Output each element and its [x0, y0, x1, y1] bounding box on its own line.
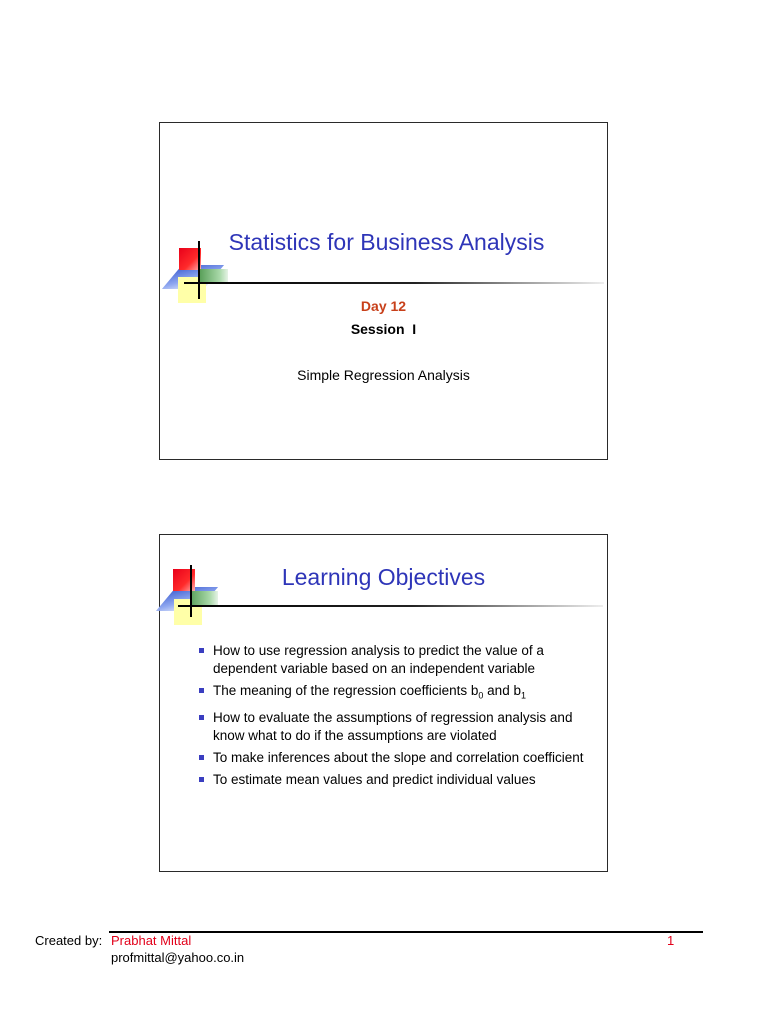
- objectives-list: [198, 642, 598, 793]
- objectives-slide: [159, 534, 608, 872]
- footer-divider: [109, 931, 703, 933]
- slide-title: Learning Objectives: [281, 564, 486, 590]
- list-item: To estimate mean values and predict individual values: [198, 771, 598, 789]
- session-label: Session I: [350, 321, 417, 337]
- slide-subtitle: Simple Regression Analysis: [297, 367, 470, 383]
- list-item: To make inferences about the slope and correlation coefficient: [198, 749, 598, 767]
- bullet-icon: [199, 755, 204, 760]
- bullet-icon: [199, 777, 204, 782]
- day-label: Day 12: [360, 298, 407, 314]
- author-name: Prabhat Mittal: [111, 933, 192, 948]
- page-number: 1: [667, 933, 675, 948]
- slide-title: Statistics for Business Analysis: [228, 229, 545, 255]
- list-item: The meaning of the regression coefficients $b_0$ and $b_1$: [198, 682, 598, 705]
- bullet-icon: [199, 648, 204, 653]
- list-item: How to evaluate the assumptions of regression analysis and know what to do if the assumptions are violated: [198, 709, 598, 745]
- title-slide: [159, 122, 608, 460]
- list-item: How to use regression analysis to predict the value of a dependent variable based on an independent variable: [198, 642, 598, 678]
- created-by-label: Created by:: [35, 933, 103, 948]
- bullet-icon: [199, 715, 204, 720]
- bullet-icon: [199, 688, 204, 693]
- author-email: profmittal@yahoo.co.in: [111, 950, 245, 965]
